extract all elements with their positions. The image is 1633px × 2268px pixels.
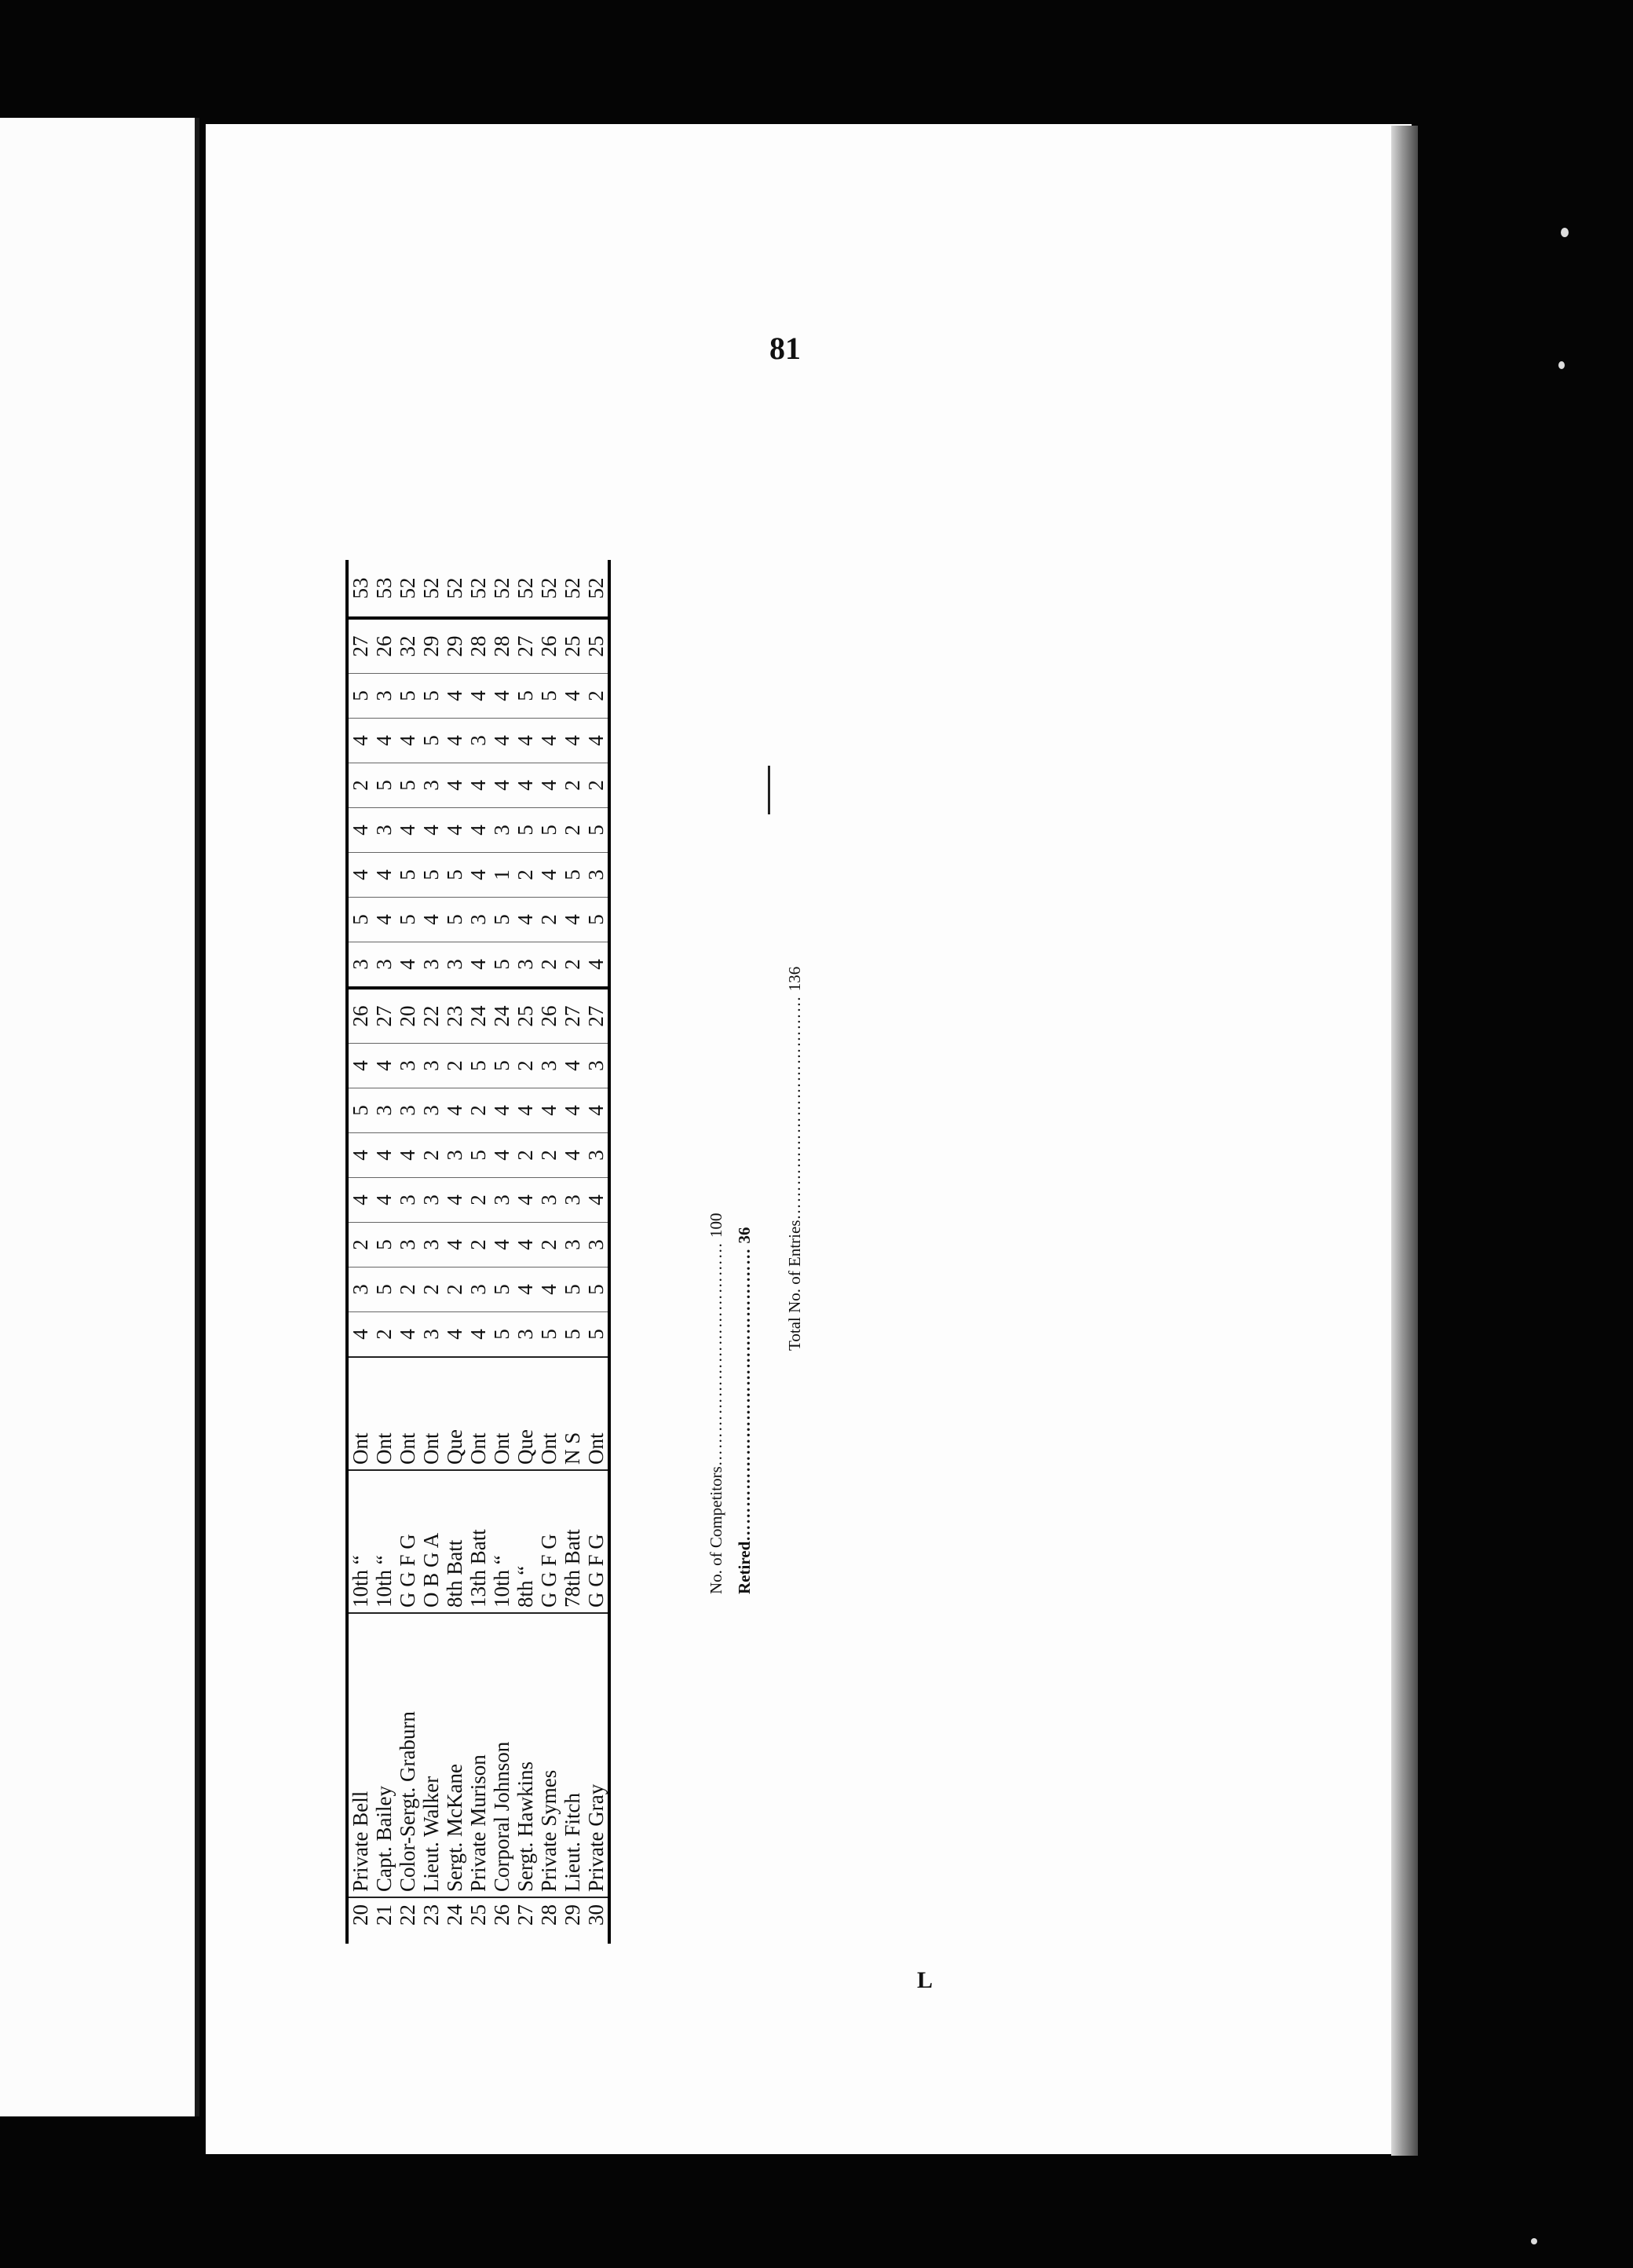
second-range-total: 26	[372, 618, 396, 674]
first-range-shot: 3	[419, 1223, 443, 1268]
corps-cell: G G F G	[584, 1470, 609, 1613]
second-range-shot: 2	[584, 674, 609, 719]
first-range-shot: 5	[561, 1268, 584, 1312]
table-row	[490, 560, 513, 1944]
second-range-shot: 3	[372, 942, 396, 989]
grand-total: 52	[583, 577, 608, 599]
province-cell: Ont	[396, 1357, 419, 1470]
second-range-shot: 4	[347, 719, 372, 763]
province-cell: Ont	[466, 1357, 490, 1470]
competitors-label: No. of Competitors	[707, 1466, 725, 1594]
first-range-shot: 5	[490, 1268, 513, 1312]
second-range-shot: 5	[584, 898, 609, 942]
second-range-shot: 4	[513, 898, 537, 942]
first-range-shot: 5	[466, 1044, 490, 1088]
competitor-name: Private Murison	[466, 1613, 490, 1897]
second-range-shot: 5	[347, 674, 372, 719]
province-cell: Que	[513, 1357, 537, 1470]
second-range-shot: 5	[419, 674, 443, 719]
competitor-name: Lieut. Fitch	[561, 1613, 584, 1897]
second-range-shot: 3	[466, 898, 490, 942]
grand-total: 52	[536, 577, 561, 599]
first-range-shot: 3	[419, 1178, 443, 1223]
second-range-shot: 4	[490, 719, 513, 763]
table-row	[347, 560, 372, 1944]
first-range-shot: 2	[537, 1223, 561, 1268]
first-range-shot: 2	[419, 1133, 443, 1178]
competitors-line: No. of Competitors………………………………… 100	[707, 1213, 725, 1594]
first-range-total: 20	[396, 988, 419, 1044]
grand-total: 53	[348, 577, 372, 599]
first-range-shot: 2	[513, 1044, 537, 1088]
grand-total: 52	[395, 577, 419, 599]
second-range-shot: 4	[537, 719, 561, 763]
table-row	[584, 560, 609, 1944]
second-range-shot: 5	[537, 674, 561, 719]
first-range-shot: 4	[443, 1312, 466, 1358]
second-range-shot: 4	[466, 763, 490, 808]
first-range-shot: 4	[443, 1223, 466, 1268]
competitor-name: Private Symes	[537, 1613, 561, 1897]
first-range-shot: 3	[490, 1178, 513, 1223]
first-range-total: 27	[372, 988, 396, 1044]
corps-cell: G G F G	[537, 1470, 561, 1613]
first-range-shot: 3	[584, 1044, 609, 1088]
second-range-shot: 3	[466, 719, 490, 763]
second-range-shot: 5	[537, 808, 561, 853]
first-range-total: 23	[443, 988, 466, 1044]
second-range-total: 29	[443, 618, 466, 674]
corps-cell: 8th “	[513, 1470, 537, 1613]
row-number: 30	[584, 1897, 609, 1944]
competitors-value: 100	[707, 1213, 725, 1238]
second-range-shot: 5	[372, 763, 396, 808]
second-range-shot: 4	[537, 853, 561, 898]
speck	[1531, 2238, 1537, 2244]
grand-total: 52	[513, 577, 537, 599]
second-range-shot: 2	[537, 942, 561, 989]
grand-total: 52	[489, 577, 513, 599]
second-range-shot: 4	[443, 808, 466, 853]
second-range-shot: 4	[537, 763, 561, 808]
second-range-shot: 4	[396, 808, 419, 853]
second-range-shot: 4	[561, 719, 584, 763]
second-range-shot: 2	[561, 808, 584, 853]
second-range-shot: 5	[347, 898, 372, 942]
competitor-name: Lieut. Walker	[419, 1613, 443, 1897]
table-row	[561, 560, 584, 1944]
province-cell: Ont	[419, 1357, 443, 1470]
first-range-shot: 4	[561, 1088, 584, 1133]
second-range-shot: 5	[584, 808, 609, 853]
second-range-shot: 4	[513, 719, 537, 763]
first-range-shot: 2	[396, 1268, 419, 1312]
table-row	[513, 560, 537, 1944]
second-range-shot: 3	[372, 808, 396, 853]
first-range-shot: 3	[513, 1312, 537, 1358]
first-range-shot: 3	[537, 1178, 561, 1223]
signature-mark: L	[917, 1967, 933, 1993]
row-number: 25	[466, 1897, 490, 1944]
second-range-shot: 4	[443, 674, 466, 719]
corps-cell: 8th Batt	[443, 1470, 466, 1613]
second-range-shot: 5	[513, 674, 537, 719]
second-range-shot: 2	[561, 763, 584, 808]
second-range-shot: 5	[396, 898, 419, 942]
first-range-shot: 2	[537, 1133, 561, 1178]
first-range-shot: 3	[419, 1312, 443, 1358]
first-range-shot: 3	[584, 1133, 609, 1178]
table-row	[466, 560, 490, 1944]
first-range-shot: 3	[419, 1088, 443, 1133]
row-number: 28	[537, 1897, 561, 1944]
second-range-shot: 4	[419, 898, 443, 942]
first-range-shot: 2	[466, 1088, 490, 1133]
second-range-total: 28	[490, 618, 513, 674]
first-range-shot: 5	[347, 1088, 372, 1133]
second-range-shot: 4	[396, 942, 419, 989]
retired-label: Retired	[735, 1541, 754, 1594]
province-cell: Ont	[490, 1357, 513, 1470]
first-range-shot: 4	[537, 1268, 561, 1312]
first-range-shot: 5	[466, 1133, 490, 1178]
page-edge	[1391, 126, 1418, 2156]
first-range-shot: 5	[584, 1312, 609, 1358]
corps-cell: 78th Batt	[561, 1470, 584, 1613]
first-range-total: 25	[513, 988, 537, 1044]
second-range-shot: 3	[419, 763, 443, 808]
first-range-shot: 4	[513, 1178, 537, 1223]
first-range-shot: 2	[513, 1133, 537, 1178]
second-range-shot: 4	[490, 763, 513, 808]
second-range-shot: 4	[372, 898, 396, 942]
first-range-shot: 4	[561, 1133, 584, 1178]
second-range-shot: 4	[347, 853, 372, 898]
second-range-shot: 4	[443, 719, 466, 763]
first-range-shot: 4	[584, 1178, 609, 1223]
total-entries-value: 136	[785, 966, 804, 992]
first-range-total: 24	[466, 988, 490, 1044]
competitor-name: Color-Sergt. Graburn	[396, 1613, 419, 1897]
second-range-shot: 1	[490, 853, 513, 898]
first-range-shot: 4	[372, 1133, 396, 1178]
first-range-shot: 4	[372, 1178, 396, 1223]
grand-total: 52	[560, 577, 584, 599]
second-range-shot: 4	[584, 719, 609, 763]
corps-cell: 13th Batt	[466, 1470, 490, 1613]
first-range-shot: 4	[537, 1088, 561, 1133]
first-range-shot: 4	[396, 1312, 419, 1358]
second-range-shot: 4	[466, 674, 490, 719]
speck	[1558, 361, 1565, 369]
row-number: 22	[396, 1897, 419, 1944]
corps-cell: G G F G	[396, 1470, 419, 1613]
province-cell: Ont	[372, 1357, 396, 1470]
second-range-shot: 5	[396, 853, 419, 898]
first-range-shot: 2	[372, 1312, 396, 1358]
first-range-shot: 4	[513, 1088, 537, 1133]
first-range-shot: 2	[466, 1223, 490, 1268]
first-range-shot: 3	[561, 1178, 584, 1223]
row-number: 23	[419, 1897, 443, 1944]
first-range-shot: 5	[537, 1312, 561, 1358]
second-range-total: 25	[561, 618, 584, 674]
page-number: 81	[769, 331, 801, 366]
competitor-name: Corporal Johnson	[490, 1613, 513, 1897]
first-range-shot: 4	[396, 1133, 419, 1178]
table-row	[443, 560, 466, 1944]
second-range-shot: 4	[561, 674, 584, 719]
second-range-shot: 4	[561, 898, 584, 942]
first-range-shot: 3	[466, 1268, 490, 1312]
province-cell: Ont	[537, 1357, 561, 1470]
corps-cell: 10th “	[347, 1470, 372, 1613]
first-range-shot: 2	[419, 1268, 443, 1312]
competitor-name: Sergt. McKane	[443, 1613, 466, 1897]
first-range-shot: 3	[537, 1044, 561, 1088]
first-range-shot: 3	[347, 1268, 372, 1312]
second-range-shot: 5	[419, 853, 443, 898]
second-range-shot: 5	[443, 898, 466, 942]
second-range-total: 26	[537, 618, 561, 674]
second-range-shot: 3	[490, 808, 513, 853]
first-range-shot: 4	[443, 1088, 466, 1133]
first-range-shot: 5	[490, 1312, 513, 1358]
first-range-shot: 2	[443, 1268, 466, 1312]
row-number: 27	[513, 1897, 537, 1944]
second-range-shot: 4	[490, 674, 513, 719]
second-range-shot: 5	[561, 853, 584, 898]
competitor-name: Capt. Bailey	[372, 1613, 396, 1897]
first-range-shot: 5	[561, 1312, 584, 1358]
corps-cell: 10th “	[372, 1470, 396, 1613]
first-range-shot: 4	[561, 1044, 584, 1088]
first-range-shot: 5	[490, 1044, 513, 1088]
province-cell: Ont	[584, 1357, 609, 1470]
second-range-shot: 3	[419, 942, 443, 989]
row-number: 20	[347, 1897, 372, 1944]
left-page	[0, 118, 199, 2116]
first-range-shot: 4	[347, 1312, 372, 1358]
first-range-shot: 4	[443, 1178, 466, 1223]
table-row	[396, 560, 419, 1944]
row-number: 26	[490, 1897, 513, 1944]
first-range-shot: 3	[561, 1223, 584, 1268]
first-range-shot: 2	[347, 1223, 372, 1268]
corps-cell: 10th “	[490, 1470, 513, 1613]
second-range-shot: 2	[347, 763, 372, 808]
total-entries-label: Total No. of Entries	[785, 1220, 804, 1351]
second-range-total: 25	[584, 618, 609, 674]
second-range-shot: 5	[396, 674, 419, 719]
second-range-shot: 5	[443, 853, 466, 898]
second-range-shot: 4	[584, 942, 609, 989]
competitor-name: Sergt. Hawkins	[513, 1613, 537, 1897]
row-number: 29	[561, 1897, 584, 1944]
table-row	[372, 560, 396, 1944]
first-range-shot: 2	[466, 1178, 490, 1223]
first-range-shot: 4	[513, 1268, 537, 1312]
grand-total: 53	[371, 577, 396, 599]
first-range-shot: 3	[396, 1044, 419, 1088]
second-range-shot: 2	[561, 942, 584, 989]
score-table-wrapper	[345, 373, 675, 1944]
province-cell: Que	[443, 1357, 466, 1470]
row-number: 24	[443, 1897, 466, 1944]
first-range-shot: 4	[490, 1133, 513, 1178]
first-range-shot: 3	[396, 1088, 419, 1133]
second-range-total: 32	[396, 618, 419, 674]
second-range-shot: 4	[466, 942, 490, 989]
second-range-shot: 5	[490, 942, 513, 989]
second-range-shot: 3	[584, 853, 609, 898]
second-range-total: 28	[466, 618, 490, 674]
second-range-shot: 2	[537, 898, 561, 942]
first-range-shot: 4	[347, 1044, 372, 1088]
second-range-shot: 4	[419, 808, 443, 853]
first-range-total: 27	[561, 988, 584, 1044]
table-row	[419, 560, 443, 1944]
first-range-shot: 4	[513, 1223, 537, 1268]
first-range-shot: 4	[490, 1088, 513, 1133]
first-range-shot: 3	[443, 1133, 466, 1178]
second-range-shot: 5	[396, 763, 419, 808]
first-range-shot: 3	[584, 1223, 609, 1268]
row-number: 21	[372, 1897, 396, 1944]
second-range-total: 27	[513, 618, 537, 674]
second-range-total: 27	[347, 618, 372, 674]
summary-rule	[768, 766, 770, 814]
first-range-shot: 5	[584, 1268, 609, 1312]
second-range-shot: 3	[513, 942, 537, 989]
score-table	[345, 560, 611, 1944]
second-range-shot: 3	[443, 942, 466, 989]
first-range-total: 24	[490, 988, 513, 1044]
table-row	[537, 560, 561, 1944]
province-cell: Ont	[347, 1357, 372, 1470]
province-cell: N S	[561, 1357, 584, 1470]
first-range-shot: 4	[584, 1088, 609, 1133]
second-range-shot: 4	[466, 853, 490, 898]
first-range-shot: 4	[347, 1133, 372, 1178]
first-range-shot: 4	[490, 1223, 513, 1268]
first-range-shot: 3	[396, 1223, 419, 1268]
first-range-shot: 2	[443, 1044, 466, 1088]
second-range-shot: 4	[466, 808, 490, 853]
first-range-total: 26	[347, 988, 372, 1044]
first-range-total: 27	[584, 988, 609, 1044]
grand-total: 52	[418, 577, 443, 599]
total-entries-line: Total No. of Entries………………………………… 136	[785, 966, 804, 1351]
second-range-shot: 4	[443, 763, 466, 808]
second-range-shot: 4	[396, 719, 419, 763]
first-range-total: 26	[537, 988, 561, 1044]
competitor-name: Private Gray	[584, 1613, 609, 1897]
first-range-shot: 3	[396, 1178, 419, 1223]
speck	[1561, 228, 1569, 237]
second-range-shot: 2	[513, 853, 537, 898]
second-range-shot: 5	[513, 808, 537, 853]
second-range-shot: 3	[372, 674, 396, 719]
competitor-name: Private Bell	[347, 1613, 372, 1897]
first-range-shot: 5	[372, 1268, 396, 1312]
second-range-shot: 4	[372, 853, 396, 898]
second-range-shot: 3	[347, 942, 372, 989]
corps-cell: O B G A	[419, 1470, 443, 1613]
retired-line: Retired…………………………………………… 36	[735, 1227, 754, 1594]
second-range-shot: 2	[584, 763, 609, 808]
first-range-total: 22	[419, 988, 443, 1044]
retired-value: 36	[735, 1227, 754, 1244]
second-range-shot: 5	[490, 898, 513, 942]
second-range-shot: 4	[347, 808, 372, 853]
grand-total: 52	[442, 577, 466, 599]
grand-total: 52	[466, 577, 490, 599]
second-range-shot: 4	[372, 719, 396, 763]
first-range-shot: 4	[466, 1312, 490, 1358]
second-range-shot: 5	[419, 719, 443, 763]
first-range-shot: 3	[419, 1044, 443, 1088]
first-range-shot: 5	[372, 1223, 396, 1268]
first-range-shot: 4	[347, 1178, 372, 1223]
first-range-shot: 4	[372, 1044, 396, 1088]
second-range-total: 29	[419, 618, 443, 674]
first-range-shot: 3	[372, 1088, 396, 1133]
second-range-shot: 4	[513, 763, 537, 808]
